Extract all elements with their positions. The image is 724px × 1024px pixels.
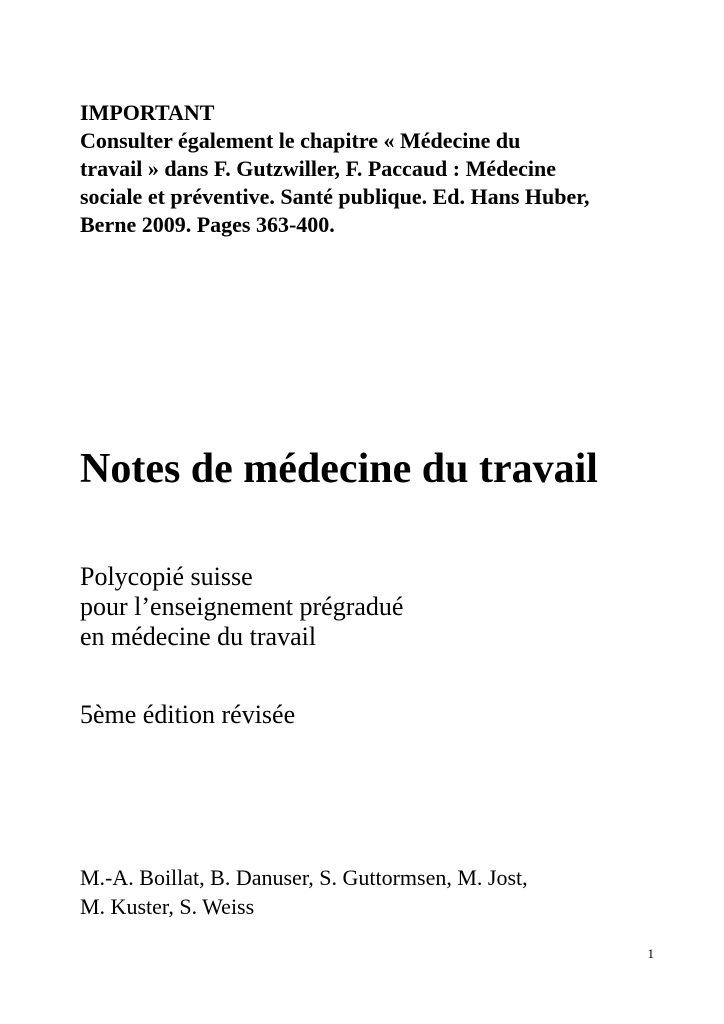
notice-line: sociale et préventive. Santé publique. Ed. Hans Huber, <box>80 184 590 209</box>
subtitle-line: pour l’enseignement prégradué <box>80 592 404 621</box>
subtitle <box>80 562 403 652</box>
notice-line: Consulter également le chapitre « Médecine du <box>80 128 521 153</box>
notice-line: Berne 2009. Pages 363-400. <box>80 212 335 237</box>
document-title: Notes de médecine du travail <box>80 446 598 492</box>
notice-line: travail » dans F. Gutzwiller, F. Paccaud : Médecine <box>80 156 557 181</box>
important-heading: IMPORTANT <box>80 100 215 125</box>
subtitle-line: en médecine du travail <box>80 622 317 651</box>
edition-label: 5ème édition révisée <box>80 700 296 729</box>
authors <box>80 863 528 921</box>
authors-line: M. Kuster, S. Weiss <box>80 894 255 919</box>
authors-line: M.-A. Boillat, B. Danuser, S. Guttormsen, M. Jost, <box>80 865 528 890</box>
important-notice <box>80 99 670 239</box>
subtitle-line: Polycopié suisse <box>80 562 253 591</box>
page-number: 1 <box>647 946 654 961</box>
